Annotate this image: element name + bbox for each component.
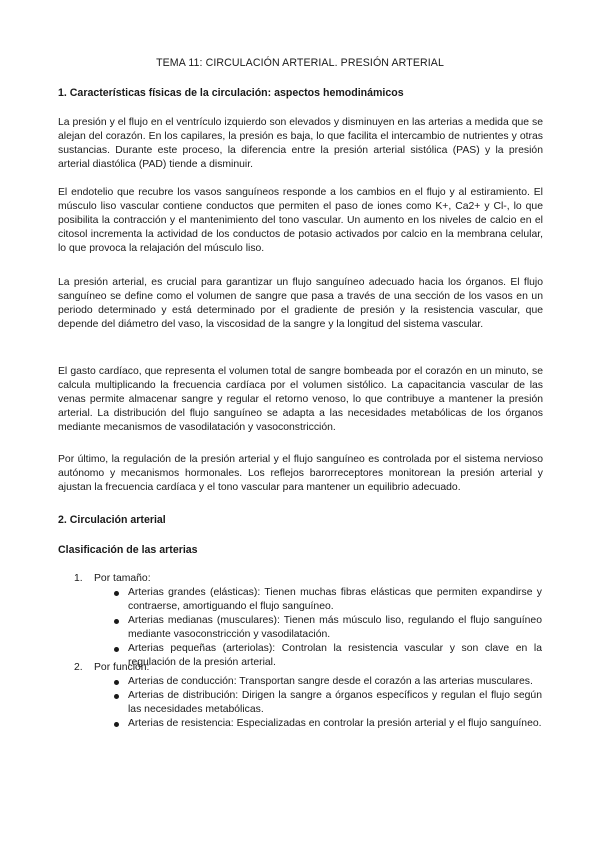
list-item-text: Arterias de resistencia: Especializadas en controlar la presión arterial y el flujo sanguíneo. [128, 718, 542, 729]
list-1-bullets [114, 586, 542, 670]
paragraph-2: El endotelio que recubre los vasos sanguíneos responde a los cambios en el flujo y al estiramiento. El músculo liso vascular contiene conductos que permiten el paso de iones como K+, Ca2+ y Cl-, lo que posibilita la contracción y el mantenimiento del tono vascular. Un aumento en los niveles de calcio en el citosol incrementa la actividad de los conductos de potasio activados por calcio en la membrana celular, lo que provoca la relajación del músculo liso. [58, 187, 543, 254]
list-item-text: Arterias grandes (elásticas): Tienen muchas fibras elásticas que permiten expandirse y contraerse, amortiguando el flujo sanguíneo. [128, 587, 542, 612]
bullet-icon [114, 591, 119, 596]
paragraph-5: Por último, la regulación de la presión arterial y el flujo sanguíneo es controlada por el sistema nervioso autónomo y mecanismos hormonales. Los reflejos barorreceptores monitorean la presión arterial y ajustan la frecuencia cardíaca y el tono vascular para mantener un equilibrio adecuado. [58, 454, 543, 493]
section-2-subheading: Clasificación de las arterias [58, 544, 198, 556]
list-item [114, 586, 542, 614]
list-2-bullets [114, 675, 542, 731]
paragraph-4: El gasto cardíaco, que representa el volumen total de sangre bombeada por el corazón en un minuto, se calcula multiplicando la frecuencia cardíaca por el volumen sistólico. La capacitancia vascular de las venas permite almacenar sangre y regular el retorno venoso, lo que contribuye a mantener la presión arterial. La distribución del flujo sanguíneo se adapta a las necesidades metabólicas de los órganos mediante mecanismos de vasodilatación y vasoconstricción. [58, 366, 543, 433]
bullet-icon [114, 680, 119, 685]
bullet-icon [114, 694, 119, 699]
bullet-icon [114, 647, 119, 652]
section-1-heading: 1. Características físicas de la circulación: aspectos hemodinámicos [58, 87, 404, 99]
paragraph-1: La presión y el flujo en el ventrículo izquierdo son elevados y disminuyen en las arterias a medida que se alejan del corazón. En los capilares, la presión es baja, lo que facilita el intercambio de nutrientes y otras sustancias. Durante este proceso, la diferencia entre la presión arterial sistólica (PAS) y la presión arterial diastólica (PAD) tiende a disminuir. [58, 117, 543, 170]
list-item-text: Arterias pequeñas (arteriolas): Controlan la resistencia vascular y son clave en la regulación de la presión arterial. [128, 643, 542, 668]
list-item [114, 675, 542, 689]
list-item-text: Arterias de distribución: Dirigen la sangre a órganos específicos y regulan el flujo según las necesidades metabólicas. [128, 690, 542, 715]
list-2-number: 2. [74, 662, 83, 673]
page-title: TEMA 11: CIRCULACIÓN ARTERIAL. PRESIÓN ARTERIAL [156, 57, 444, 69]
list-item [114, 689, 542, 717]
list-item-text: Arterias de conducción: Transportan sangre desde el corazón a las arterias musculares. [128, 676, 533, 687]
paragraph-3: La presión arterial, es crucial para garantizar un flujo sanguíneo adecuado hacia los órganos. El flujo sanguíneo se define como el volumen de sangre que pasa a través de una sección de los vasos en un periodo determinado y está determinado por el gradiente de presión y la resistencia vascular, que depende del diámetro del vaso, la viscosidad de la sangre y la longitud del sistema vascular. [58, 277, 543, 330]
bullet-icon [114, 722, 119, 727]
list-item [114, 614, 542, 642]
section-2-heading: 2. Circulación arterial [58, 514, 166, 526]
list-1-label [74, 572, 534, 586]
list-1-number: 1. [74, 573, 83, 584]
bullet-icon [114, 619, 119, 624]
list-item-text: Arterias medianas (musculares): Tienen más músculo liso, regulando el flujo sanguíneo mediante vasoconstricción y vasodilatación. [128, 615, 542, 640]
list-1-title: Por tamaño: [94, 573, 151, 584]
list-2-label [74, 661, 534, 675]
list-item [114, 717, 542, 731]
list-2-title: Por función: [94, 662, 150, 673]
